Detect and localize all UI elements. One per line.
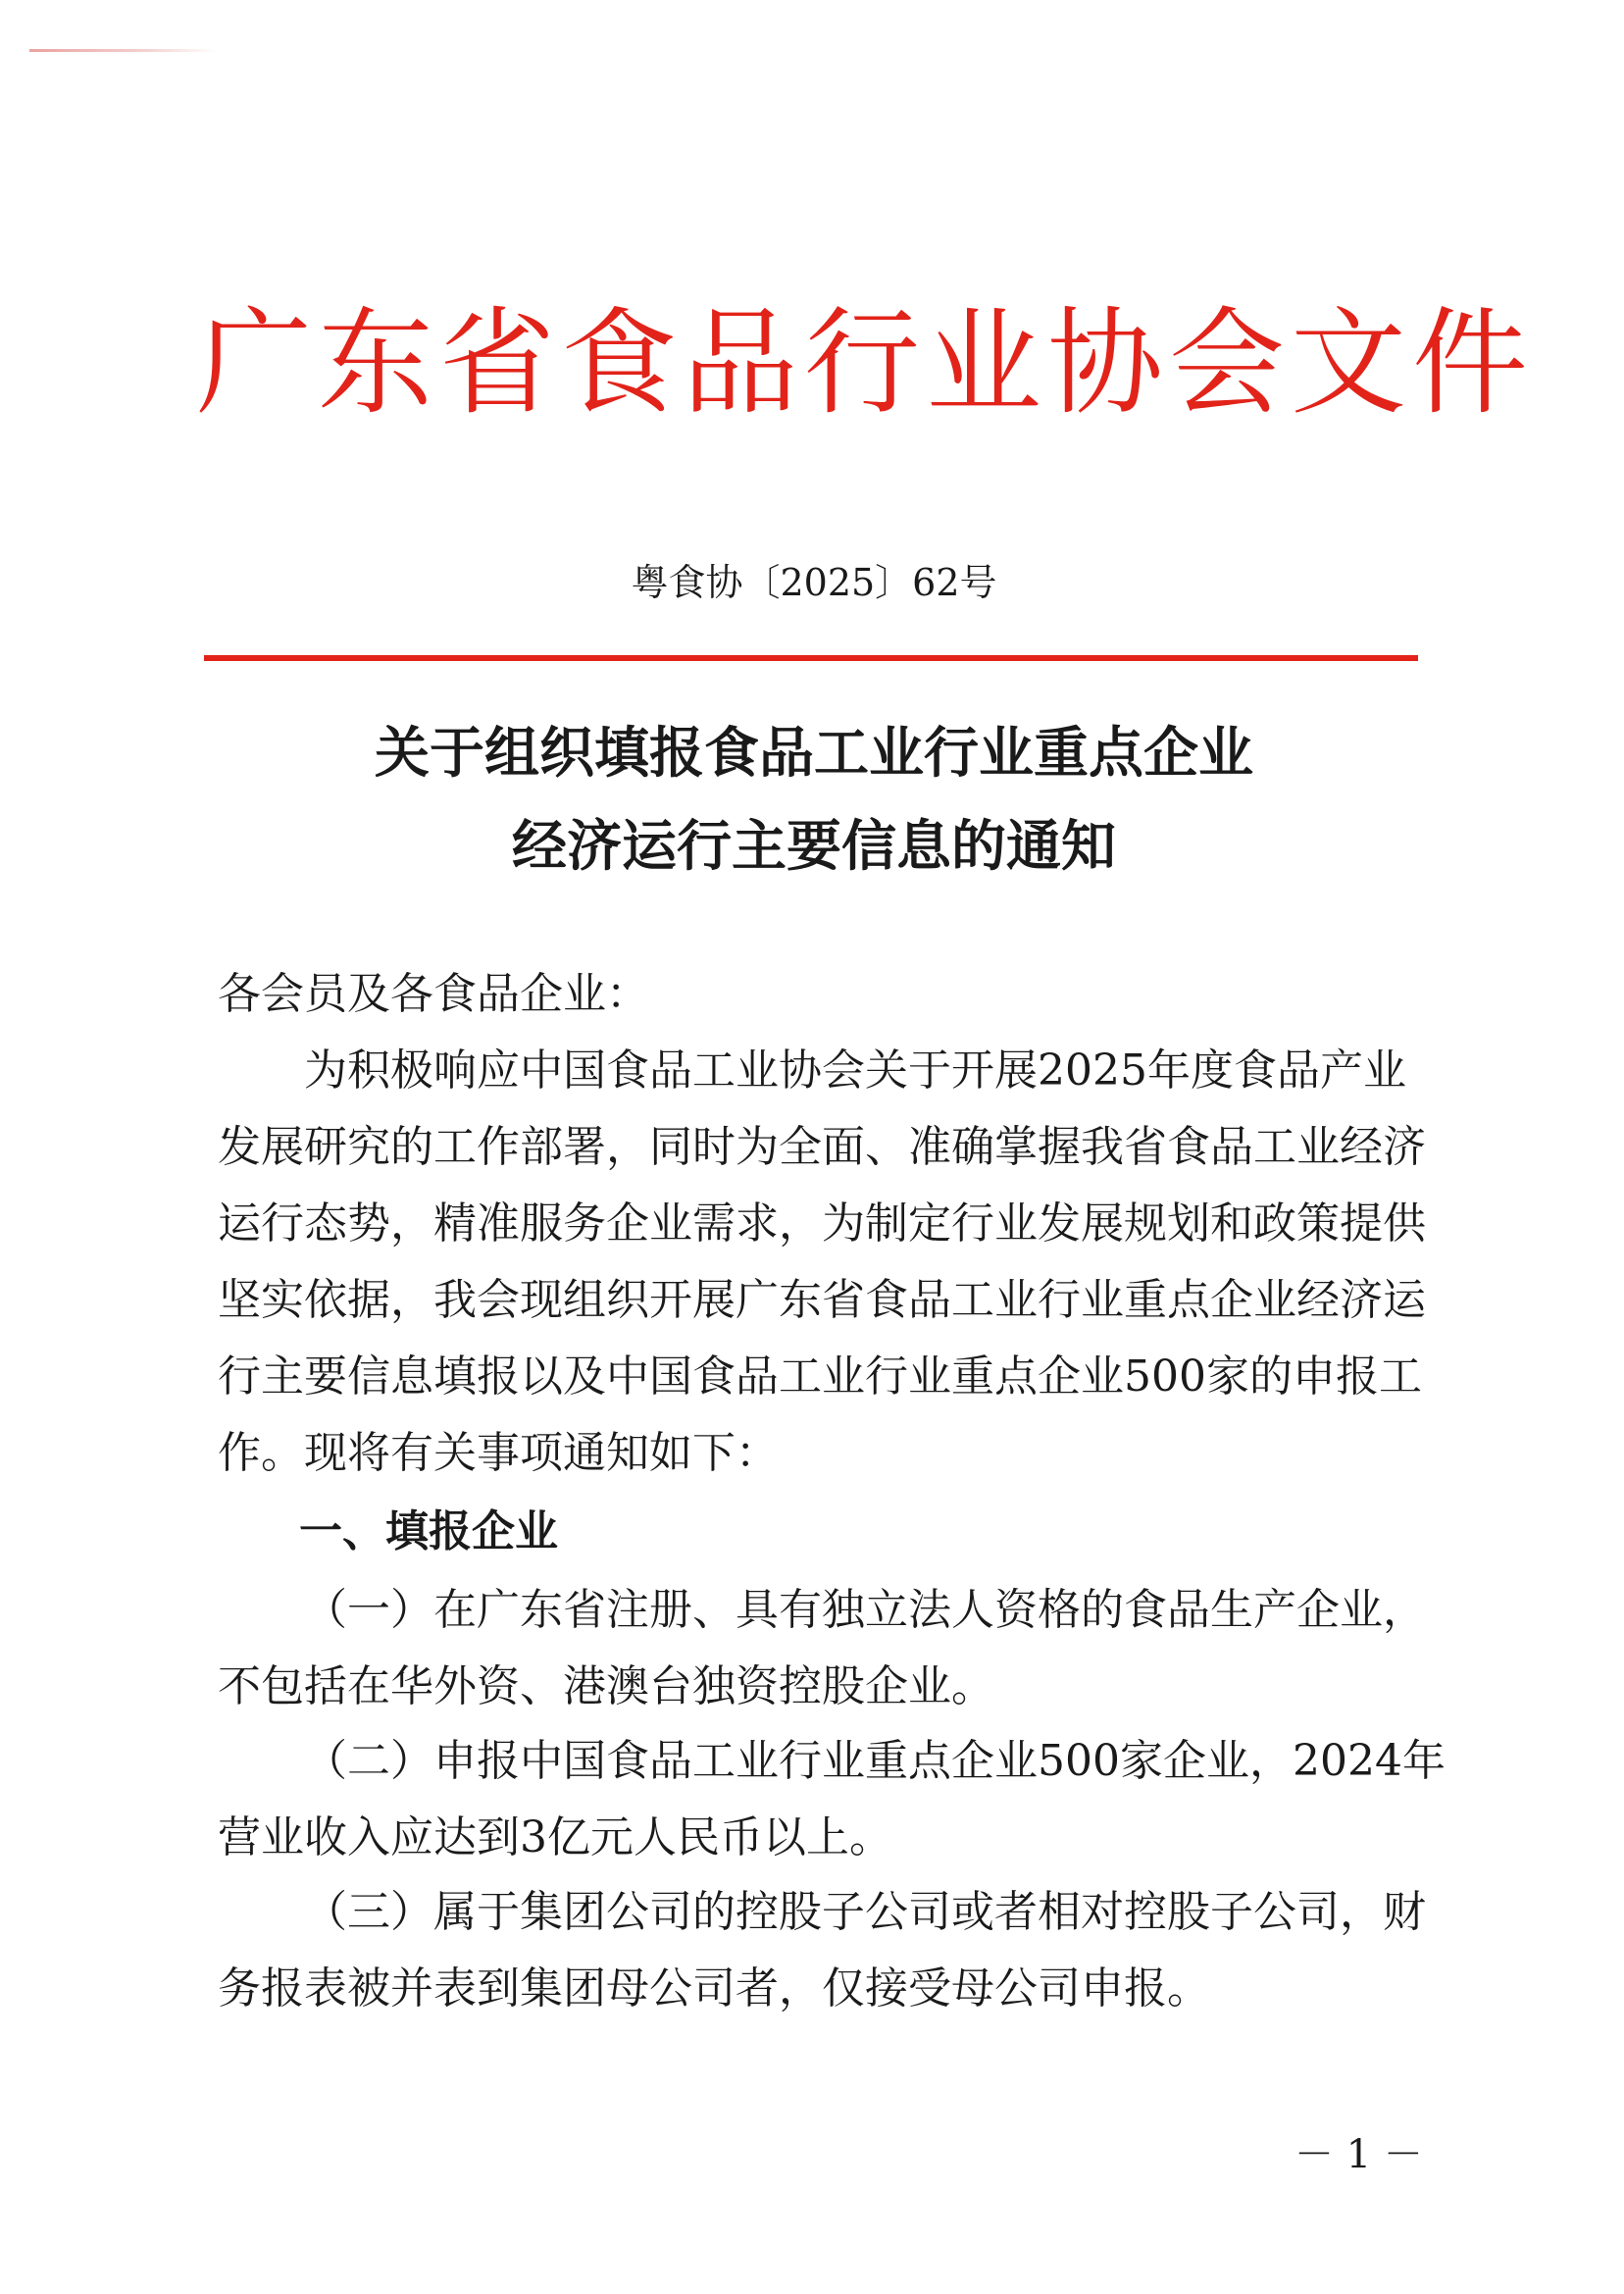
org-header-title: 广东省食品行业协会文件 — [196, 295, 1535, 431]
paragraph-line: 为积极响应中国食品工业协会关于开展2025年度食品产业 — [304, 1045, 1406, 1096]
page-number: － 1 － — [1294, 2132, 1423, 2177]
list-item-line: 不包括在华外资、港澳台独资控股企业。 — [218, 1661, 994, 1711]
paragraph-line: 坚实依据，我会现组织开展广东省食品工业行业重点企业经济运 — [218, 1275, 1426, 1325]
section-heading-1: 一、填报企业 — [299, 1506, 558, 1556]
salutation — [218, 956, 1419, 1033]
document-number: 粤食协〔2025〕62号 — [631, 561, 997, 604]
paragraph-line: 发展研究的工作部署，同时为全面、准确掌握我省食品工业经济 — [218, 1122, 1426, 1172]
paragraph-line: 运行态势，精准服务企业需求，为制定行业发展规划和政策提供 — [218, 1198, 1426, 1249]
list-item-line: （三）属于集团公司的控股子公司或者相对控股子公司，财 — [304, 1887, 1426, 1937]
red-divider-line — [204, 655, 1418, 661]
paragraph-intro — [218, 1033, 1426, 1492]
list-item-1 — [218, 1572, 1426, 1725]
paragraph-line: 行主要信息填报以及中国食品工业行业重点企业500家的申报工 — [218, 1351, 1422, 1402]
list-item-line: （一）在广东省注册、具有独立法人资格的食品生产企业， — [304, 1585, 1426, 1635]
scan-artifact-mark — [29, 49, 216, 52]
list-item-2 — [218, 1723, 1446, 1876]
notice-title-line-2: 经济运行主要信息的通知 — [512, 815, 1116, 879]
list-item-line: 营业收入应达到3亿元人民币以上。 — [218, 1812, 892, 1862]
list-item-line: （二）申报中国食品工业行业重点企业500家企业，2024年 — [304, 1736, 1446, 1786]
salutation-text: 各会员及各食品企业： — [218, 969, 649, 1019]
paragraph-line: 作。现将有关事项通知如下： — [218, 1428, 779, 1478]
list-item-3 — [218, 1874, 1426, 2027]
list-item-line: 务报表被并表到集团母公司者，仅接受母公司申报。 — [218, 1963, 1210, 2014]
notice-title-line-1: 关于组织填报食品工业行业重点企业 — [375, 722, 1253, 786]
